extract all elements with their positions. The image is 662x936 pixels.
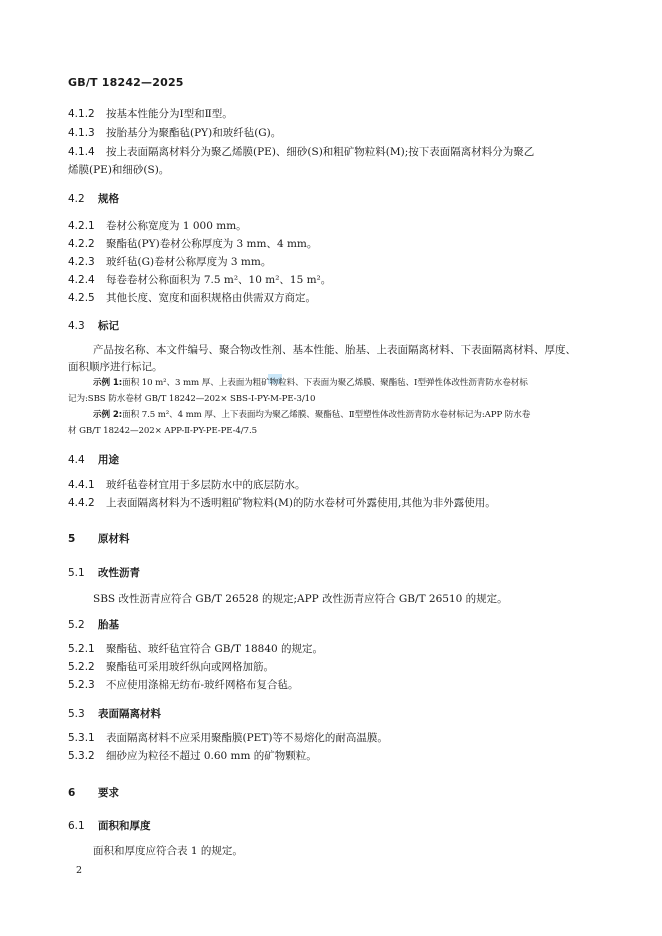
paragraph-4-3-line-1: 产品按名称、本文件编号、聚合物改性剂、基本性能、胎基、上表面隔离材料、下表面隔离材料、厚度、	[93, 344, 576, 356]
clause-text: 按上表面隔离材料分为聚乙烯膜(PE)、细砂(S)和粗矿物粒料(M);按下表面隔离材料分为聚乙	[106, 146, 535, 158]
clause-4-4-1	[68, 477, 306, 493]
section-heading-4-4	[68, 452, 119, 468]
clause-number: 4.2.5	[68, 292, 95, 304]
chapter-number: 5	[68, 533, 76, 545]
clause-4-1-4	[68, 144, 534, 160]
section-title: 规格	[98, 193, 119, 205]
example-text: 面积 7.5 m²、4 mm 厚、上下表面均为聚乙烯膜、聚酯毡、Ⅱ型塑性体改性沥青防水卷材标记为:APP 防水卷	[122, 410, 531, 420]
clause-number: 4.4.2	[68, 497, 95, 509]
clause-4-2-1	[68, 218, 247, 234]
clause-text: 其他长度、宽度和面积规格由供需双方商定。	[106, 292, 316, 304]
clause-number: 5.3.2	[68, 750, 95, 762]
clause-4-2-3	[68, 254, 271, 270]
clause-text: 上表面隔离材料为不透明粗矿物粒料(M)的防水卷材可外露使用,其他为非外露使用。	[106, 497, 496, 509]
example-2-line-2: 材 GB/T 18242—202× APP-Ⅱ-PY-PE-PE-4/7.5	[68, 426, 257, 436]
clause-number: 4.1.4	[68, 146, 95, 158]
section-number: 5.3	[68, 708, 85, 720]
clause-text: 聚酯毡、玻纤毡宜符合 GB/T 18840 的规定。	[106, 643, 324, 655]
section-number: 4.2	[68, 193, 85, 205]
paragraph-4-3-line-2: 面积顺序进行标记。	[68, 361, 163, 373]
clause-5-3-2	[68, 748, 317, 764]
clause-number: 4.2.2	[68, 238, 95, 250]
section-number: 6.1	[68, 820, 85, 832]
section-title: 用途	[98, 454, 119, 466]
clause-5-2-3	[68, 677, 299, 693]
page-number: 2	[76, 865, 83, 876]
clause-number: 4.2.4	[68, 274, 95, 286]
example-label: 示例 1:	[93, 378, 123, 388]
clause-4-1-3	[68, 125, 281, 141]
clause-5-3-1	[68, 730, 388, 746]
clause-number: 4.4.1	[68, 479, 95, 491]
clause-text: 聚酯毡(PY)卷材公称厚度为 3 mm、4 mm。	[106, 238, 318, 250]
example-2-line-1	[93, 408, 530, 422]
chapter-number: 6	[68, 787, 76, 799]
clause-4-4-2	[68, 495, 496, 511]
clause-4-2-5	[68, 290, 316, 306]
section-title: 面积和厚度	[98, 820, 151, 832]
chapter-title: 要求	[98, 787, 119, 799]
clause-number: 5.2.1	[68, 643, 95, 655]
section-heading-4-2	[68, 191, 119, 207]
section-title: 标记	[98, 320, 119, 332]
section-title: 胎基	[98, 619, 119, 631]
clause-text: 玻纤毡(G)卷材公称厚度为 3 mm。	[106, 256, 272, 268]
example-1-line-1	[93, 376, 528, 390]
example-label: 示例 2:	[93, 410, 123, 420]
clause-number: 5.2.3	[68, 679, 95, 691]
clause-number: 4.1.2	[68, 108, 95, 120]
clause-5-2-1	[68, 641, 323, 657]
section-title: 改性沥青	[98, 567, 140, 579]
clause-number: 5.3.1	[68, 732, 95, 744]
clause-text: 聚酯毡可采用玻纤纵向或网格加筋。	[106, 661, 274, 673]
clause-4-1-2	[68, 106, 233, 122]
clause-text: 细砂应为粒径不超过 0.60 mm 的矿物颗粒。	[106, 750, 317, 762]
clause-text: 卷材公称宽度为 1 000 mm。	[106, 220, 247, 232]
example-1-line-2: 记为:SBS 防水卷材 GB/T 18242—202× SBS-Ⅰ-PY-M-PE-3/10	[68, 394, 316, 404]
chapter-title: 原材料	[98, 533, 130, 545]
clause-text: 玻纤毡卷材宜用于多层防水中的底层防水。	[106, 479, 306, 491]
clause-4-2-2	[68, 236, 317, 252]
section-heading-5-3	[68, 706, 161, 722]
paragraph-5-1: SBS 改性沥青应符合 GB/T 26528 的规定;APP 改性沥青应符合 GB/T 26510 的规定。	[93, 593, 508, 605]
clause-text: 每卷卷材公称面积为 7.5 m²、10 m²、15 m²。	[106, 274, 332, 286]
clause-4-1-4-continued: 烯膜(PE)和细砂(S)。	[68, 164, 170, 176]
chapter-heading-6	[68, 785, 119, 801]
section-heading-5-1	[68, 565, 140, 581]
section-title: 表面隔离材料	[98, 708, 161, 720]
section-number: 4.4	[68, 454, 85, 466]
paragraph-6-1: 面积和厚度应符合表 1 的规定。	[93, 845, 243, 857]
section-number: 5.1	[68, 567, 85, 579]
clause-4-2-4	[68, 272, 331, 288]
clause-text: 表面隔离材料不应采用聚酯膜(PET)等不易熔化的耐高温膜。	[106, 732, 388, 744]
clause-5-2-2	[68, 659, 274, 675]
section-number: 5.2	[68, 619, 85, 631]
section-heading-4-3	[68, 318, 119, 334]
clause-number: 4.2.3	[68, 256, 95, 268]
clause-text: 按胎基分为聚酯毡(PY)和玻纤毡(G)。	[106, 127, 282, 139]
section-number: 4.3	[68, 320, 85, 332]
chapter-heading-5	[68, 531, 130, 547]
clause-text: 按基本性能分为Ⅰ型和Ⅱ型。	[106, 108, 233, 120]
standard-number: GB/T 18242—2025	[68, 76, 184, 89]
example-text: 面积 10 m²、3 mm 厚、上表面为粗矿物粒料、下表面为聚乙烯膜、聚酯毡、Ⅰ型弹性体改性沥青防水卷材标	[122, 378, 528, 388]
clause-text: 不应使用涤棉无纺布-玻纤网格布复合毡。	[106, 679, 299, 691]
clause-number: 4.1.3	[68, 127, 95, 139]
section-heading-5-2	[68, 617, 119, 633]
section-heading-6-1	[68, 818, 151, 834]
clause-number: 4.2.1	[68, 220, 95, 232]
clause-number: 5.2.2	[68, 661, 95, 673]
